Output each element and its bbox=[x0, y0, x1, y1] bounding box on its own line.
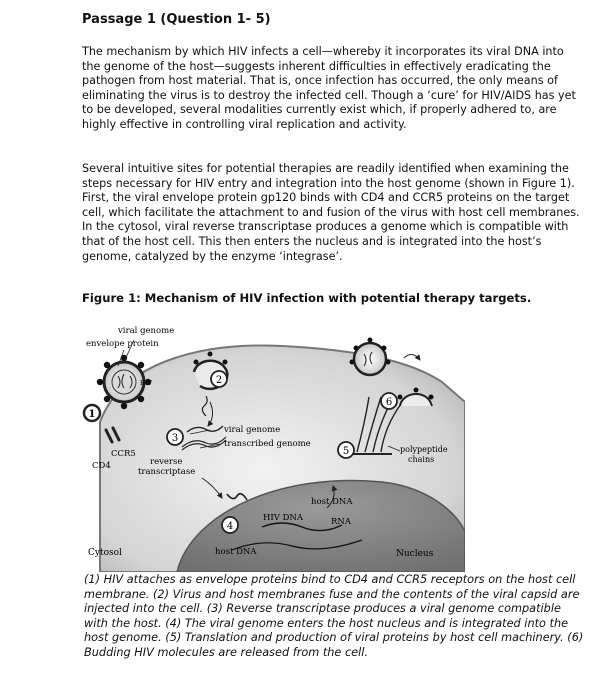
svg-text:3: 3 bbox=[171, 433, 179, 444]
svg-text:5: 5 bbox=[342, 446, 350, 457]
figure-title: Figure 1: Mechanism of HIV infection with potential therapy targets. bbox=[82, 291, 532, 305]
svg-text:2: 2 bbox=[215, 375, 223, 386]
step-1-marker bbox=[84, 405, 100, 421]
step-5-marker bbox=[338, 442, 354, 458]
label-hiv-dna: HIV DNA bbox=[263, 513, 304, 523]
figure-caption: (1) HIV attaches as envelope proteins bind to CD4 and CCR5 receptors on the host cell membrane. (2) Virus and host membranes fuse and the contents of the viral capsid are injected into the cell. (3) Reverse transcriptase produces a viral genome compatible with the host. (4) The viral genome enters the host nucleus and is integrated into the host genome. (5) Translation and production of viral proteins by host cell machinery. (6) Budding HIV molecules are released from the cell. bbox=[84, 573, 584, 659]
label-nucleus: Nucleus bbox=[396, 549, 434, 559]
step-6-marker bbox=[381, 393, 397, 409]
label-reverse: reverse bbox=[150, 457, 183, 467]
label-ccr5: CCR5 bbox=[111, 449, 136, 459]
svg-text:6: 6 bbox=[385, 397, 393, 408]
label-viral-genome-mid: viral genome bbox=[224, 425, 281, 435]
svg-text:1: 1 bbox=[88, 409, 96, 420]
passage-paragraph-2: Several intuitive sites for potential therapies are readily identified when examining the steps necessary for HIV entry and integration into the host genome (shown in Figure 1). First, the viral envelope protein gp120 binds with CD4 and CCR5 proteins on the target cell, which facilitate the attachment to and fusion of the virus with host cell membranes. In the cytosol, viral reverse transcriptase produces a genome which is compatible with that of the host cell. This then enters the nucleus and is integrated into the host’s genome, catalyzed by the enzyme ‘integrase’. bbox=[82, 162, 580, 263]
label-envelope-protein: envelope protein bbox=[86, 339, 159, 349]
passage-paragraph-1: The mechanism by which HIV infects a cell—whereby it incorporates its viral DNA into the genome of the host—suggests inherent difficulties in effectively eradicating the pathogen from host material. That is, once infection has occurred, the only means of eliminating the virus is to destroy the infected cell. Though a ‘cure’ for HIV/AIDS has yet to be developed, several modalities currently exist which, if properly adhered to, are highly effective in controlling viral replication and activity. bbox=[82, 45, 576, 131]
label-cytosol: Cytosol bbox=[88, 548, 122, 558]
step-3-marker bbox=[167, 429, 183, 445]
label-transcriptase: transcriptase bbox=[138, 467, 196, 477]
label-polypeptide: polypeptide bbox=[400, 445, 448, 454]
hiv-infection-figure bbox=[82, 322, 465, 572]
label-chains: chains bbox=[408, 455, 435, 464]
passage-title: Passage 1 (Question 1- 5) bbox=[82, 12, 271, 27]
label-transcribed-genome: transcribed genome bbox=[224, 439, 311, 449]
label-host-dna-right: host DNA bbox=[311, 497, 353, 507]
label-rna: RNA bbox=[331, 517, 351, 527]
step-4-marker bbox=[222, 517, 238, 533]
label-host-dna-bottom: host DNA bbox=[215, 547, 257, 557]
step-2-marker bbox=[211, 371, 227, 387]
svg-text:4: 4 bbox=[226, 521, 234, 532]
label-viral-genome-top: viral genome bbox=[118, 326, 175, 336]
label-hiv: HIV bbox=[140, 380, 152, 387]
label-cd4: CD4 bbox=[92, 461, 111, 471]
